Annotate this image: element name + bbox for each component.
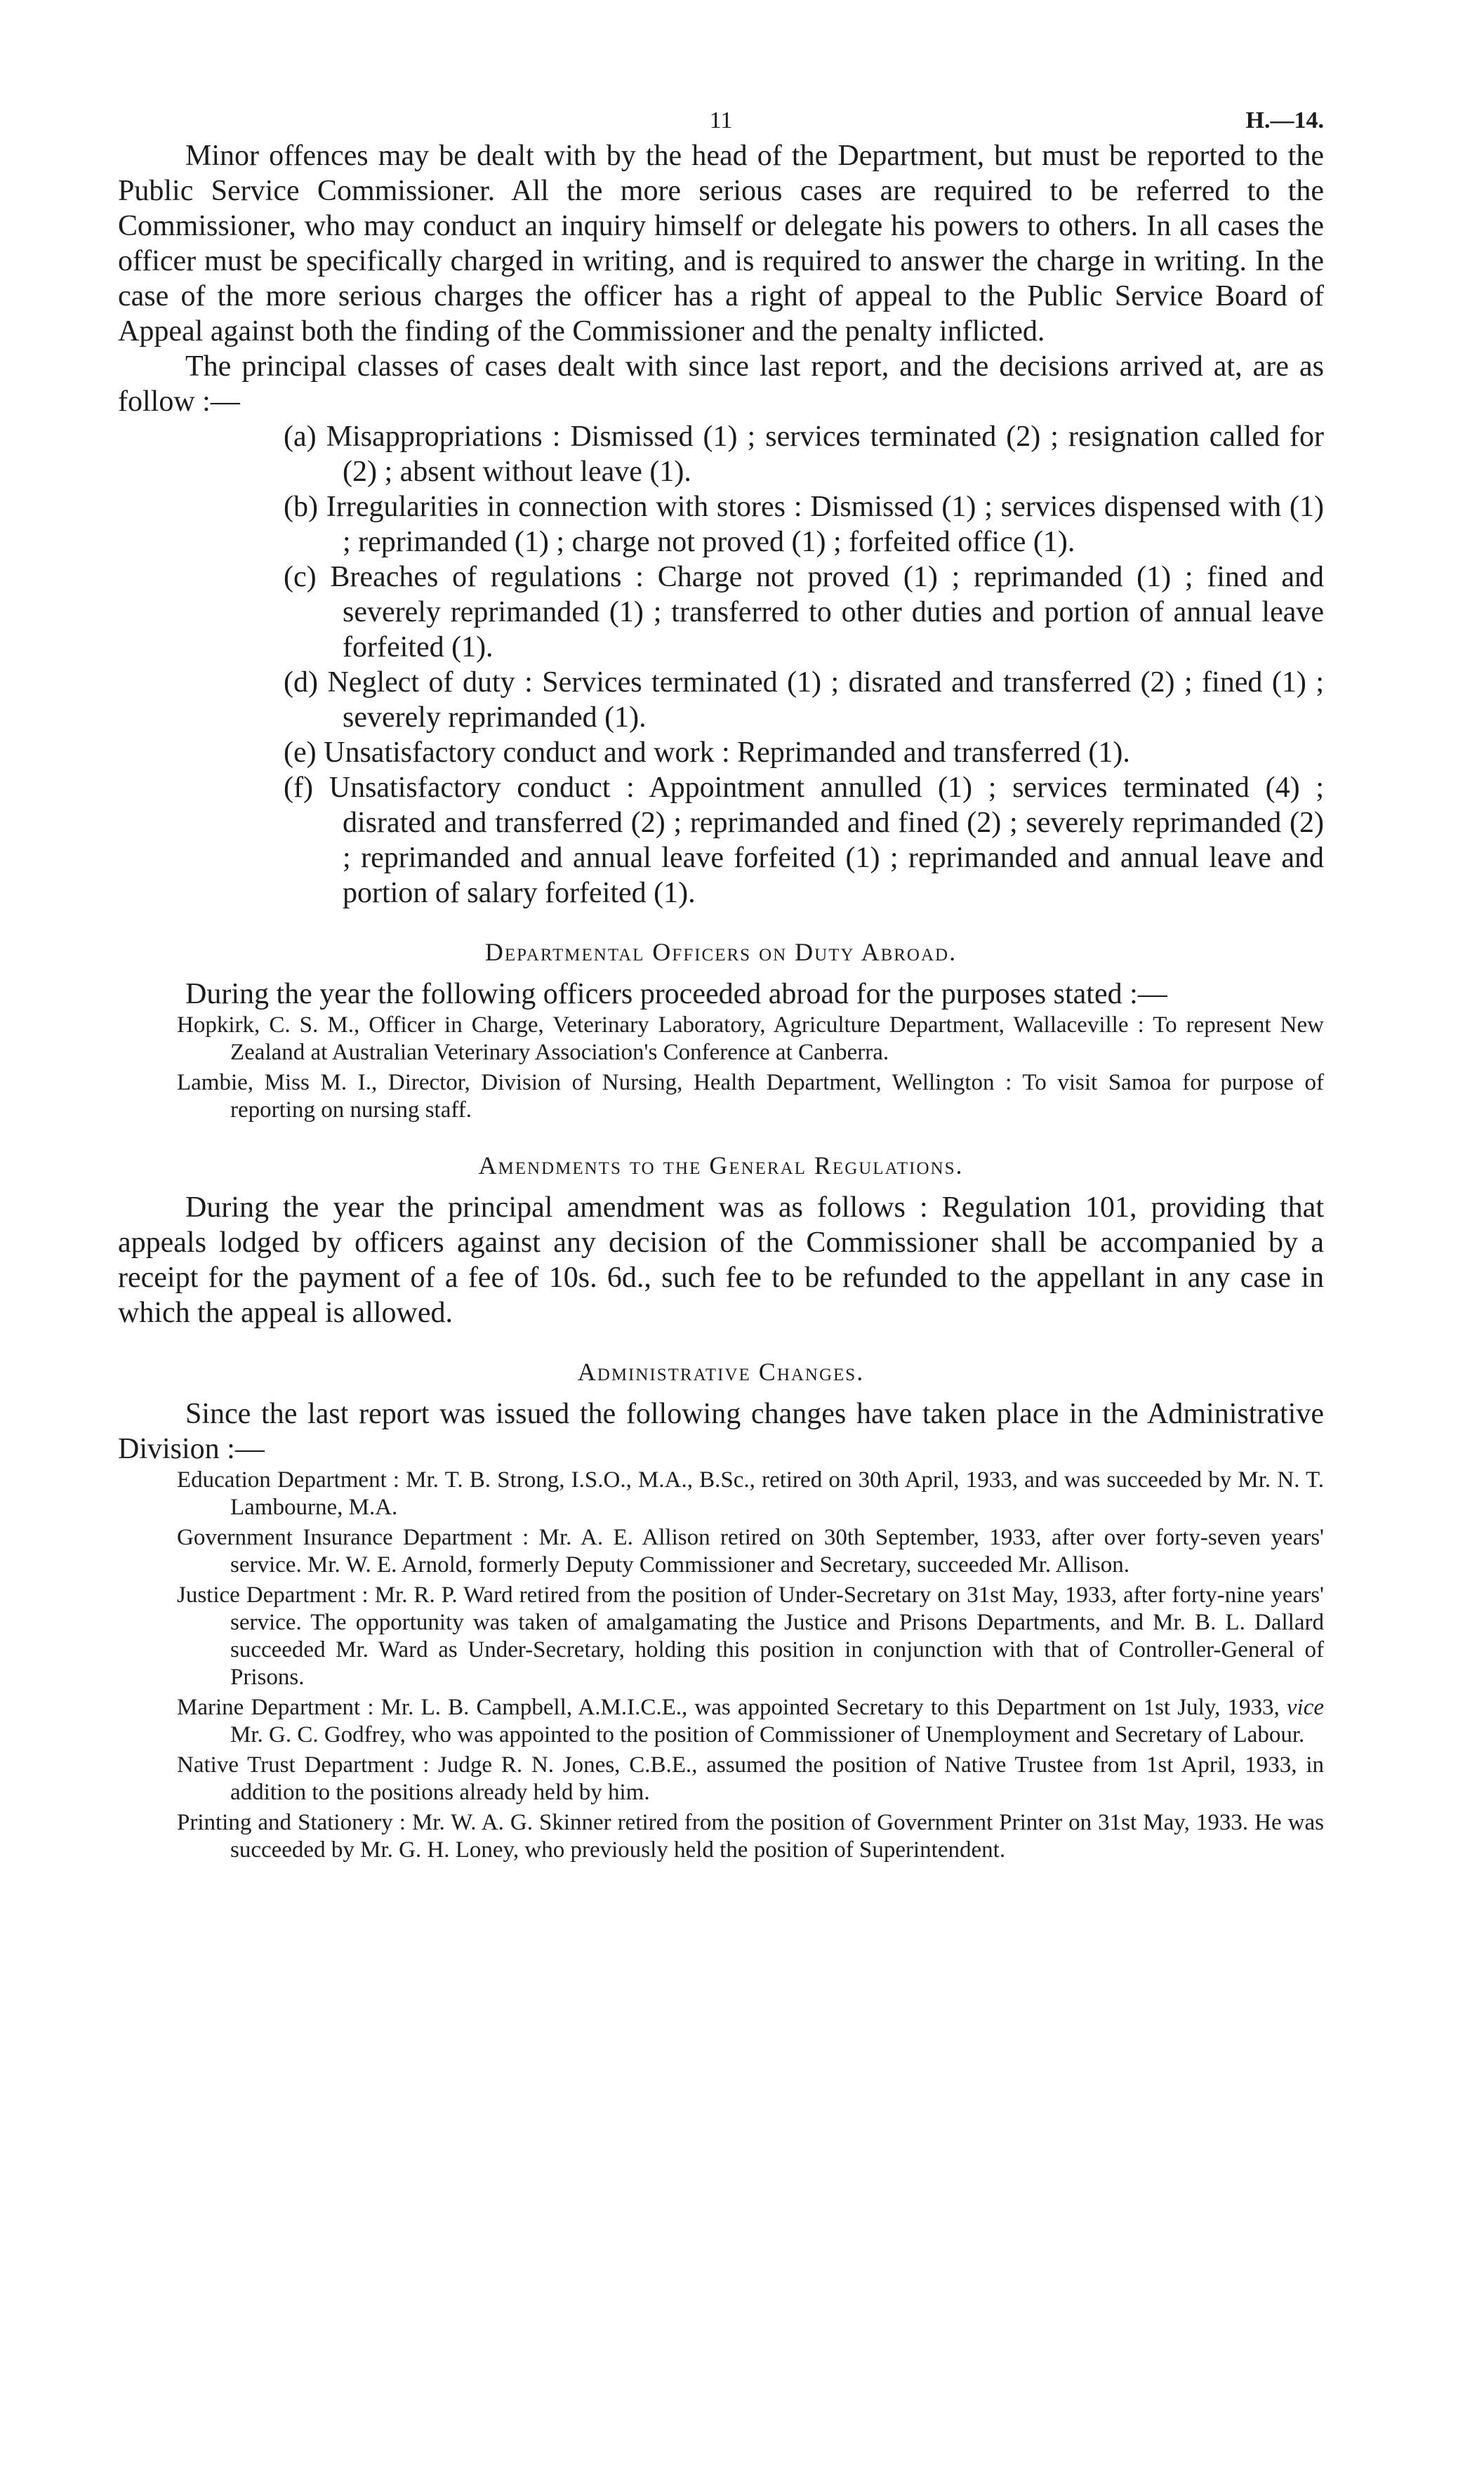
case-item bbox=[118, 770, 1324, 911]
case-text: Misappropriations : Dismissed (1) ; services terminated (2) ; resignation called for (2) ; absent without leave (1). bbox=[326, 421, 1324, 488]
admin-entries bbox=[118, 1467, 1324, 1864]
abroad-section bbox=[118, 977, 1324, 1012]
page-number: 11 bbox=[709, 107, 733, 133]
case-text: Irregularities in connection with stores : Dismissed (1) ; services dispensed with (1) ; reprimanded (1) ; charge not proved (1) ; forfeited office (1). bbox=[326, 491, 1325, 558]
amendments-paragraph: During the year the principal amendment was as follows : Regulation 101, providing that appeals lodged by officers against any decision of the Commissioner shall be accompanied by a receipt for the payment of a fee of 10s. 6d., such fee to be refunded to the appellant in any case in which the appeal is allowed. bbox=[118, 1191, 1324, 1329]
cases-intro-paragraph: The principal classes of cases dealt with since last report, and the decisions arrived at, are as follow :— bbox=[118, 350, 1324, 418]
discipline-section bbox=[118, 138, 1324, 911]
case-label: (b) bbox=[284, 491, 318, 523]
case-text: Unsatisfactory conduct : Appointment annulled (1) ; services terminated (4) ; disrated and transferred (2) ; reprimanded and fined (2) ; severely reprimanded (2) ; reprimanded and annual leave forfeited (1) ; reprimanded and annual leave and portion of salary forfeited (1). bbox=[329, 772, 1324, 909]
case-item bbox=[118, 560, 1324, 665]
marine-text-pre: Marine Department : Mr. L. B. Campbell, A.M.I.C.E., was appointed Secretary to this Department on 1st July, 1933, bbox=[177, 1695, 1287, 1720]
section-heading-amendments: Amendments to the General Regulations. bbox=[478, 1151, 964, 1179]
case-text: Unsatisfactory conduct and work : Reprimanded and transferred (1). bbox=[324, 736, 1130, 769]
case-item bbox=[118, 419, 1324, 489]
case-label: (c) bbox=[284, 561, 317, 593]
marine-text-post: Mr. G. C. Godfrey, who was appointed to the position of Commissioner of Unemployment and Secretary of Labour. bbox=[230, 1722, 1305, 1747]
document-page bbox=[118, 95, 1324, 1867]
marine-vice: vice bbox=[1286, 1695, 1324, 1720]
page-header bbox=[118, 95, 1324, 134]
abroad-entry: Lambie, Miss M. I., Director, Division of Nursing, Health Department, Wellington : To visit Samoa for purpose of reporting on nursing staff. bbox=[177, 1070, 1324, 1123]
case-label: (a) bbox=[284, 421, 317, 453]
admin-entry: Education Department : Mr. T. B. Strong, I.S.O., M.A., B.Sc., retired on 30th April, 1933, and was succeeded by Mr. N. T. Lambourne, M.A. bbox=[177, 1467, 1324, 1520]
case-item bbox=[118, 665, 1324, 735]
admin-section bbox=[118, 1396, 1324, 1467]
abroad-intro: During the year the following officers proceeded abroad for the purposes stated :— bbox=[185, 978, 1167, 1010]
case-label: (f) bbox=[284, 772, 313, 804]
admin-entry: Justice Department : Mr. R. P. Ward retired from the position of Under-Secretary on 31st May, 1933, after forty-nine years' service. The opportunity was taken of amalgamating the Justice and Prisons Departments, and Mr. B. L. Dallard succeeded Mr. Ward as Under-Secretary, holding this position in conjunction with that of Controller-General of Prisons. bbox=[177, 1582, 1324, 1690]
admin-entry: Government Insurance Department : Mr. A. E. Allison retired on 30th September, 1933, after over forty-seven years' service. Mr. W. E. Arnold, formerly Deputy Commissioner and Secretary, succeeded Mr. Allison. bbox=[177, 1525, 1324, 1578]
admin-entry: Native Trust Department : Judge R. N. Jones, C.B.E., assumed the position of Native Trustee from 1st April, 1933, in addition to the positions already held by him. bbox=[177, 1752, 1324, 1805]
case-text: Breaches of regulations : Charge not proved (1) ; reprimanded (1) ; fined and severely reprimanded (1) ; transferred to other duties and portion of annual leave forfeited (1). bbox=[330, 561, 1324, 663]
admin-entry-marine bbox=[118, 1694, 1324, 1749]
case-label: (e) bbox=[284, 736, 317, 769]
amendments-section bbox=[118, 1190, 1324, 1330]
abroad-entries bbox=[118, 1012, 1324, 1124]
document-reference: H.—14. bbox=[1245, 107, 1324, 133]
discipline-paragraph: Minor offences may be dealt with by the head of the Department, but must be reported to the Public Service Commissioner. All the more serious cases are required to be referred to the Commissioner, who may conduct an inquiry himself or delegate his powers to others. In all cases the officer must be specifically charged in writing, and is required to answer the charge in writing. In the case of the more serious charges the officer has a right of appeal to the Public Service Board of Appeal against both the finding of the Commissioner and the penalty inflicted. bbox=[118, 140, 1324, 348]
section-heading-admin: Administrative Changes. bbox=[577, 1358, 865, 1386]
case-label: (d) bbox=[284, 666, 318, 699]
admin-entry: Printing and Stationery : Mr. W. A. G. Skinner retired from the position of Government Printer on 31st May, 1933. He was succeeded by Mr. G. H. Loney, who previously held the position of Superintendent. bbox=[177, 1810, 1324, 1863]
cases-list bbox=[118, 419, 1324, 911]
abroad-entry: Hopkirk, C. S. M., Officer in Charge, Veterinary Laboratory, Agriculture Department, Wallaceville : To represent New Zealand at Australian Veterinary Association's Conference at Canberra. bbox=[177, 1012, 1324, 1065]
case-item bbox=[118, 489, 1324, 560]
case-item bbox=[118, 735, 1324, 770]
case-text: Neglect of duty : Services terminated (1) ; disrated and transferred (2) ; fined (1) ; severely reprimanded (1). bbox=[327, 666, 1325, 734]
admin-intro: Since the last report was issued the following changes have taken place in the Administrative Division :— bbox=[118, 1398, 1324, 1465]
section-heading-abroad: Departmental Officers on Duty Abroad. bbox=[484, 938, 958, 966]
